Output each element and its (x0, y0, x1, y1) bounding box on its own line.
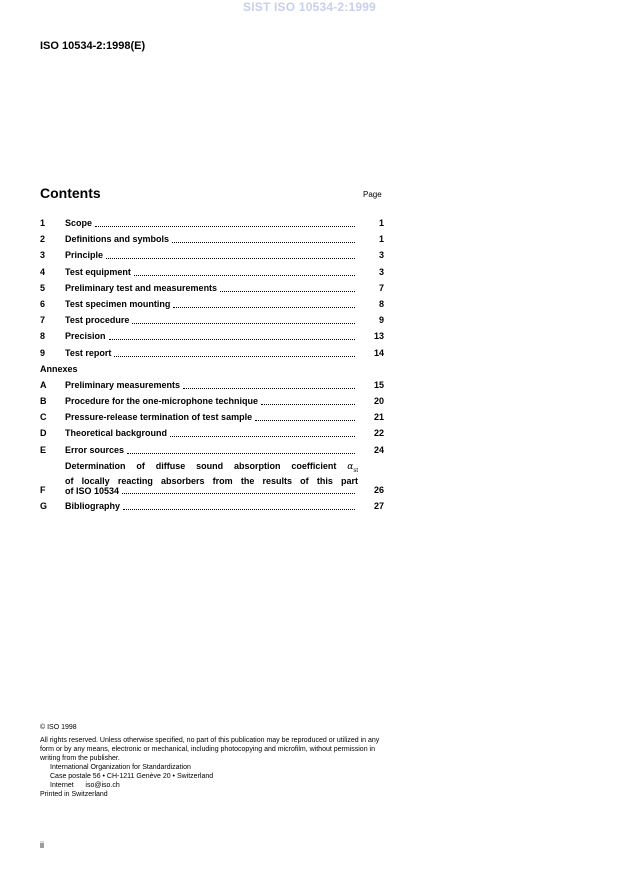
toc-entry-number: A (40, 379, 47, 390)
toc-entry-annex-b[interactable] (40, 396, 384, 407)
toc-entry-number: 2 (40, 234, 46, 245)
toc-entry-number: 8 (40, 331, 46, 342)
annex-f-line1: Determination of diffuse sound absorption coefficient (65, 460, 337, 471)
toc-entry-9[interactable] (40, 348, 384, 359)
toc-entry-5[interactable] (40, 283, 384, 294)
toc-entry-page: 3 (378, 250, 384, 261)
alpha-symbol: α (347, 461, 354, 472)
table-of-contents (40, 218, 384, 517)
toc-entry-number: E (40, 444, 47, 455)
toc-entry-title: Test specimen mounting (65, 298, 171, 309)
dot-leader (114, 356, 355, 357)
toc-entry-page: 9 (378, 315, 384, 326)
toc-entry-page: 26 (373, 484, 384, 495)
toc-entry-title: Precision (65, 331, 106, 342)
toc-entry-6[interactable] (40, 299, 384, 310)
toc-entry-title: Scope (65, 218, 93, 228)
toc-entry-number: G (40, 500, 48, 511)
toc-entry-title (65, 461, 358, 496)
toc-entry-number: C (40, 412, 47, 423)
toc-entry-page: 1 (378, 234, 384, 245)
toc-entry-page: 27 (373, 500, 384, 511)
toc-entry-title: Pressure-release termination of test sample (65, 412, 253, 423)
toc-entry-number: 7 (40, 315, 46, 326)
toc-entry-number: 6 (40, 298, 46, 309)
toc-entry-number: 9 (40, 347, 46, 358)
dot-leader (127, 453, 355, 454)
watermark: SIST ISO 10534-2:1999 (243, 0, 376, 14)
toc-entry-title: Procedure for the one-microphone technique (65, 396, 259, 407)
toc-entry-3[interactable] (40, 250, 384, 261)
toc-entry-number: 5 (40, 282, 46, 293)
toc-entry-title: Test procedure (65, 315, 130, 326)
dot-leader (261, 404, 355, 405)
toc-entry-8[interactable] (40, 331, 384, 342)
toc-entry-annex-e[interactable] (40, 445, 384, 456)
toc-entry-page: 20 (373, 396, 384, 407)
dot-leader (122, 493, 355, 494)
toc-entry-title: Principle (65, 250, 104, 261)
toc-entry-1[interactable] (40, 218, 384, 229)
toc-entry-2[interactable] (40, 234, 384, 245)
dot-leader (183, 388, 355, 389)
document-id: ISO 10534-2:1998(E) (40, 40, 146, 52)
toc-entry-annex-g[interactable] (40, 501, 384, 512)
toc-entry-title: Test report (65, 347, 112, 358)
rights-statement: All rights reserved. Unless otherwise specified, no part of this publication may be reproduced or utilized in any form or by any means, electronic or mechanical, including photocopying and microfilm, without permission in writing from the publisher. (40, 737, 380, 762)
contents-title: Contents (40, 185, 101, 201)
toc-entry-page: 24 (373, 444, 384, 455)
toc-entry-title: Definitions and symbols (65, 234, 170, 245)
toc-entry-title: Preliminary test and measurements (65, 282, 218, 293)
toc-entry-4[interactable] (40, 267, 384, 278)
toc-entry-page: 22 (373, 428, 384, 439)
internet-label: Internet (50, 782, 74, 789)
toc-entry-number: B (40, 396, 47, 407)
annex-f-line3: of ISO 10534 (65, 485, 120, 496)
dot-leader (132, 323, 355, 324)
toc-entry-page: 15 (373, 379, 384, 390)
toc-entry-annex-c[interactable] (40, 412, 384, 423)
dot-leader (106, 258, 355, 259)
dot-leader (173, 307, 355, 308)
page-number: ii (40, 840, 44, 850)
dot-leader (255, 420, 355, 421)
toc-entry-title: Error sources (65, 444, 125, 455)
printed-in: Printed in Switzerland (40, 791, 108, 798)
toc-entry-number: 1 (40, 218, 46, 228)
internet-email: iso@iso.ch (85, 782, 120, 789)
dot-leader (123, 509, 355, 510)
copyright-footer (40, 723, 386, 799)
dot-leader (172, 242, 355, 243)
toc-main-entries (40, 218, 384, 359)
organization-name: International Organization for Standardization (50, 764, 191, 771)
toc-entry-page: 1 (378, 218, 384, 228)
toc-entry-page: 7 (378, 282, 384, 293)
dot-leader (109, 339, 355, 340)
toc-entry-number: F (40, 484, 46, 495)
toc-annex-entries (40, 380, 384, 456)
dot-leader (220, 291, 355, 292)
page-column-label: Page (363, 190, 382, 199)
dot-leader (134, 275, 355, 276)
toc-entry-title: Theoretical background (65, 428, 168, 439)
toc-entry-number: D (40, 428, 47, 439)
toc-entry-page: 8 (378, 298, 384, 309)
toc-entry-annex-a[interactable] (40, 380, 384, 391)
annexes-heading: Annexes (40, 363, 78, 374)
toc-entry-annex-f[interactable] (40, 461, 384, 496)
toc-entry-title: Test equipment (65, 266, 131, 277)
toc-entry-number: 3 (40, 250, 46, 261)
toc-entry-page: 3 (378, 266, 384, 277)
toc-entry-page: 13 (373, 331, 384, 342)
dot-leader (95, 226, 355, 227)
toc-entry-title: Bibliography (65, 500, 121, 511)
toc-entry-annex-d[interactable] (40, 428, 384, 439)
toc-entry-number: 4 (40, 266, 46, 277)
toc-entry-page: 21 (373, 412, 384, 423)
organization-internet (40, 781, 386, 790)
toc-entry-7[interactable] (40, 315, 384, 326)
copyright-line: © ISO 1998 (40, 724, 77, 731)
toc-entry-title: Preliminary measurements (65, 379, 181, 390)
annex-f-line2: of locally reacting absorbers from the results of this part (65, 475, 358, 486)
organization-address: Case postale 56 • CH-1211 Genève 20 • Switzerland (50, 773, 214, 780)
dot-leader (170, 436, 355, 437)
alpha-subscript: st (353, 467, 358, 474)
toc-entry-page: 14 (373, 347, 384, 358)
